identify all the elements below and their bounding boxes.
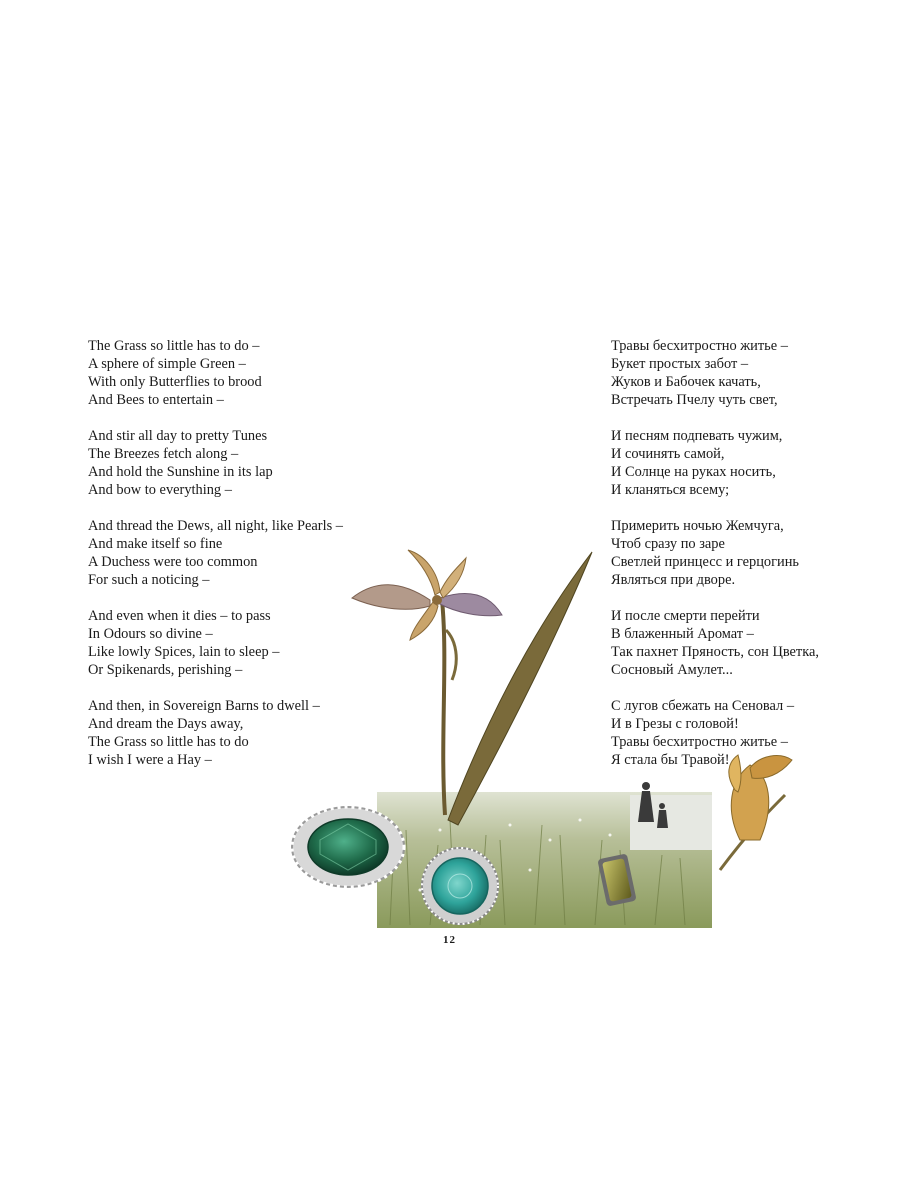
poem-line: И песням подпевать чужим, (611, 428, 783, 444)
poem-line: Or Spikenards, perishing – (88, 662, 243, 678)
poem-line: And thread the Dews, all night, like Pearls – (88, 518, 343, 534)
dried-iris-flower (352, 550, 502, 640)
poem-line: And stir all day to pretty Tunes (88, 428, 268, 444)
page-number: 12 (443, 934, 456, 946)
poem-line: And make itself so fine (88, 536, 223, 552)
poem-line: Травы бесхитростно житье – (611, 338, 788, 354)
poem-line: A Duchess were too common (88, 554, 258, 570)
stanza (88, 427, 388, 499)
poem-line: I wish I were a Hay – (88, 752, 212, 768)
dried-flower-right (720, 755, 792, 870)
poem-line: And hold the Sunshine in its lap (88, 464, 273, 480)
poem-line: Букет простых забот – (611, 356, 749, 372)
poem-line: The Breezes fetch along – (88, 446, 239, 462)
poem-line: The Grass so little has to do (88, 734, 249, 750)
teal-gem (422, 848, 498, 924)
iris-stem (442, 600, 445, 815)
collage-illustration (280, 540, 840, 940)
poem-line: And bow to everything – (88, 482, 232, 498)
dried-leaf (448, 552, 592, 825)
poem-line: Травы бесхитростно житье – (611, 734, 788, 750)
poem-line: И в Грезы с головой! (611, 716, 739, 732)
poem-line: Встречать Пчелу чуть свет, (611, 392, 778, 408)
poem-line: Так пахнет Пряность, сон Цветка, (611, 644, 819, 660)
poem-line: С лугов сбежать на Сеновал – (611, 698, 795, 714)
poem-line: Светлей принцесс и герцогинь (611, 554, 799, 570)
poem-line: И Солнце на руках носить, (611, 464, 776, 480)
poem-line: Like lowly Spices, lain to sleep – (88, 644, 280, 660)
poem-line: With only Butterflies to brood (88, 374, 262, 390)
poem-line: Являться при дворе. (611, 572, 736, 588)
poem-line: And Bees to entertain – (88, 392, 224, 408)
poem-line: Я стала бы Травой! (611, 752, 730, 768)
stanza (611, 337, 881, 409)
emerald-brooch (292, 807, 404, 887)
stanza (611, 427, 881, 499)
poem-line: A sphere of simple Green – (88, 356, 246, 372)
poem-line: И кланяться всему; (611, 482, 730, 498)
poem-line: In Odours so divine – (88, 626, 213, 642)
stanza (88, 337, 388, 409)
poem-line: Примерить ночью Жемчуга, (611, 518, 784, 534)
poem-line: And dream the Days away, (88, 716, 244, 732)
poem-line: Сосновый Амулет... (611, 662, 733, 678)
poem-line: The Grass so little has to do – (88, 338, 260, 354)
poem-line: И после смерти перейти (611, 608, 760, 624)
poem-line: And then, in Sovereign Barns to dwell – (88, 698, 320, 714)
poem-line: And even when it dies – to pass (88, 608, 271, 624)
poem-line: For such a noticing – (88, 572, 210, 588)
poem-line: В блаженный Аромат – (611, 626, 754, 642)
poem-line: И сочинять самой, (611, 446, 725, 462)
poem-line: Жуков и Бабочек качать, (611, 374, 761, 390)
poem-line: Чтоб сразу по заре (611, 536, 725, 552)
